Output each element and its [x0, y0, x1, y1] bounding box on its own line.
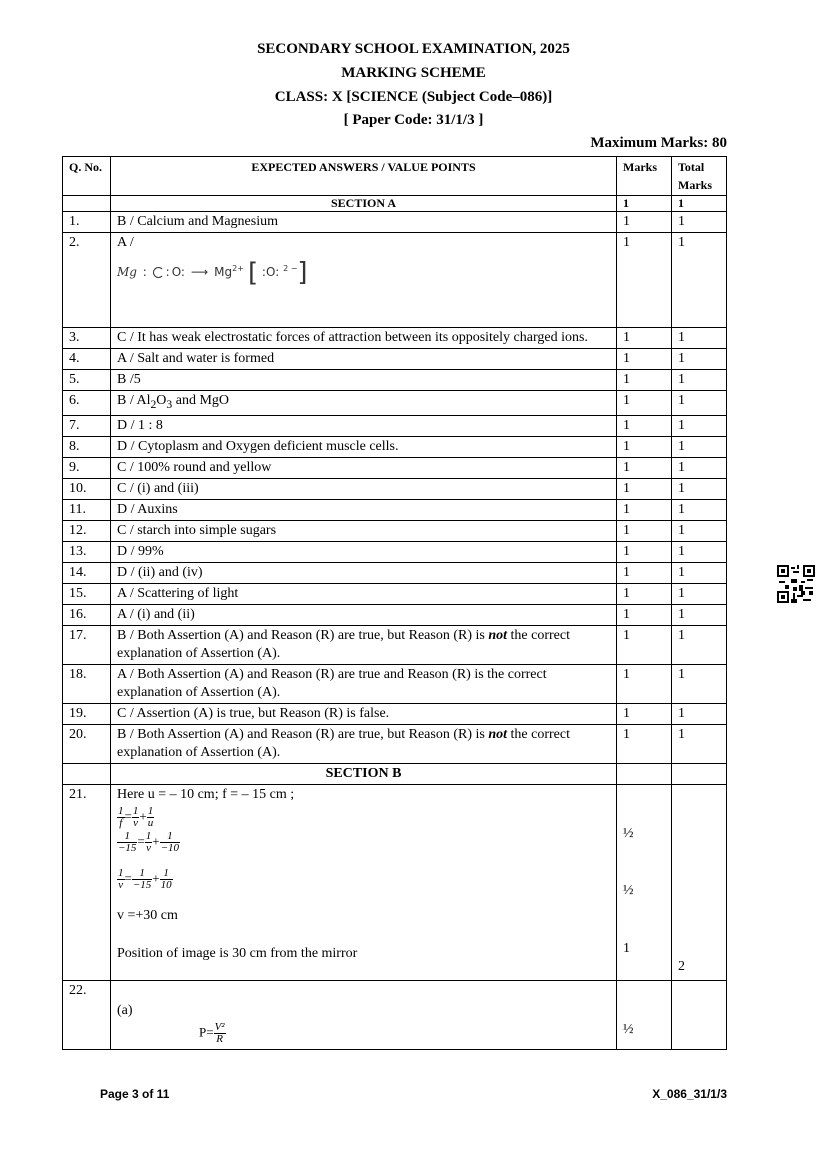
marks-cell: 1	[617, 724, 672, 763]
marks-cell: 1	[617, 664, 672, 703]
total-cell: 2	[672, 784, 727, 980]
answer-cell	[111, 233, 617, 328]
marks-cell: 1	[617, 520, 672, 541]
answer-text: A / Salt and water is formed	[117, 351, 275, 366]
marks-cell: 1	[617, 233, 672, 328]
question-number: 2.	[63, 233, 111, 328]
fraction: $\frac{1}{-15}$	[132, 866, 152, 891]
answer-row	[63, 457, 727, 478]
marks-cell: 1	[617, 703, 672, 724]
question-number: 12.	[63, 520, 111, 541]
total-cell: 1	[672, 583, 727, 604]
question-number: 20.	[63, 724, 111, 763]
marks-cell: 1	[617, 391, 672, 416]
question-number: 19.	[63, 703, 111, 724]
question-number: 14.	[63, 562, 111, 583]
marks-cell: 1	[617, 328, 672, 349]
fraction: $\frac{\text{V²}}{R}$	[214, 1020, 225, 1045]
marks-cell: 1	[617, 541, 672, 562]
col-marks-header: Marks	[617, 157, 672, 196]
part-label: (a)	[117, 1002, 133, 1018]
marks-cell: 1	[617, 457, 672, 478]
marks-cell: 1	[617, 436, 672, 457]
question-number: 8.	[63, 436, 111, 457]
marks-cell: 1	[617, 349, 672, 370]
answer-text: A / Scattering of light	[117, 585, 239, 601]
ionic-bond-diagram: Mg : : O: ⟶ $Mg^{2+}$ [ :O: $^{2 -}$]	[117, 257, 308, 288]
total-cell: 1	[672, 541, 727, 562]
question-number: 11.	[63, 499, 111, 520]
question-number: 6.	[63, 391, 111, 416]
question-number: 3.	[63, 328, 111, 349]
question-number: 16.	[63, 604, 111, 625]
mirror-formula: $\frac{1}{f}$ = $\frac{1}{v}$ + $\frac{1}{u}$	[118, 804, 154, 829]
answer-row	[63, 520, 727, 541]
total-cell: 1	[672, 212, 727, 233]
fraction: $\frac{1}{10}$	[160, 866, 172, 891]
answer-text: D / Cytoplasm and Oxygen deficient muscle cells.	[117, 438, 399, 454]
total-cell: 1	[672, 233, 727, 328]
power-formula: P= $\frac{\text{V²}}{R}$	[199, 1020, 225, 1045]
total-cell: 1	[672, 520, 727, 541]
answer-cell	[111, 604, 617, 625]
answer-text: D / (ii) and (iv)	[117, 564, 203, 580]
fraction: $\frac{1}{u}$	[147, 804, 154, 829]
section-a-heading: SECTION A	[111, 196, 617, 212]
answer-cell	[111, 436, 617, 457]
total-cell: 1	[672, 391, 727, 416]
section-b-row	[63, 763, 727, 784]
answer-cell	[111, 499, 617, 520]
answer-text: A /	[117, 235, 134, 250]
answer-text: D / 99%	[117, 543, 164, 559]
answer-row	[63, 499, 727, 520]
answer-row	[63, 625, 727, 664]
document-code: X_086_31/1/3	[652, 1087, 727, 1101]
class-title: CLASS: X [SCIENCE (Subject Code–086)]	[274, 89, 553, 105]
question-number: 4.	[63, 349, 111, 370]
maximum-marks: Maximum Marks: 80	[590, 135, 727, 151]
qr-code-icon	[777, 565, 815, 603]
marks-cell: 1	[617, 212, 672, 233]
marks-cell: 1	[617, 604, 672, 625]
col-answer-header: EXPECTED ANSWERS / VALUE POINTS	[111, 157, 617, 196]
answer-cell	[111, 328, 617, 349]
question-number: 22.	[63, 980, 111, 1049]
question-number: 1.	[63, 212, 111, 233]
fraction: $\frac{1}{-10}$	[160, 829, 180, 854]
answer-row	[63, 478, 727, 499]
conclusion-text: Position of image is 30 cm from the mirror	[117, 945, 358, 961]
answer-text: A / Both Assertion (A) and Reason (R) are true and Reason (R) is the correct explanation of Assertion (A).	[117, 666, 547, 700]
answer-row	[63, 664, 727, 703]
answer-text: B /5	[117, 372, 141, 387]
answer-text: C / (i) and (iii)	[117, 480, 199, 496]
total-cell: 1	[672, 436, 727, 457]
fraction: $\frac{1}{v}$	[132, 804, 139, 829]
question-number: 10.	[63, 478, 111, 499]
answer-row	[63, 370, 727, 391]
section-b-heading: SECTION B	[111, 763, 617, 784]
given-values: Here u = – 10 cm; f = – 15 cm ;	[117, 786, 295, 802]
marks-cell: 1	[617, 499, 672, 520]
section-a-mark: 1	[617, 196, 672, 212]
answer-row	[63, 212, 727, 233]
result-value: v =+30 cm	[117, 907, 178, 923]
total-cell: 1	[672, 604, 727, 625]
answer-cell	[111, 370, 617, 391]
answer-row	[63, 328, 727, 349]
answer-cell	[111, 784, 617, 980]
question-number: 15.	[63, 583, 111, 604]
col-total-header: Total Marks	[672, 157, 727, 196]
question-number: 7.	[63, 415, 111, 436]
total-cell: 1	[672, 457, 727, 478]
marks-cell: ½	[617, 980, 672, 1049]
answer-text: C / Assertion (A) is true, but Reason (R) is false.	[117, 705, 390, 721]
page-number: Page 3 of 11	[100, 1087, 170, 1101]
marks-cell: 1	[617, 625, 672, 664]
question-number: 18.	[63, 664, 111, 703]
scheme-title: MARKING SCHEME	[341, 65, 486, 81]
question-number: 21.	[63, 784, 111, 980]
col-q-header: Q. No.	[63, 157, 111, 196]
answer-row	[63, 391, 727, 416]
question-number: 9.	[63, 457, 111, 478]
question-number: 17.	[63, 625, 111, 664]
marks-cell: 1	[617, 415, 672, 436]
answer-text: D / 1 : 8	[117, 417, 163, 433]
answer-row	[63, 562, 727, 583]
fraction: $\frac{1}{-15}$	[118, 829, 137, 854]
answer-cell: B / Both Assertion (A) and Reason (R) are true, but Reason (R) is not the correct explanation of Assertion (A).	[111, 625, 617, 664]
answer-row	[63, 541, 727, 562]
fraction: $\frac{1}{v}$	[118, 866, 124, 891]
answer-cell	[111, 541, 617, 562]
answer-row	[63, 436, 727, 457]
answer-row	[63, 583, 727, 604]
question-number: 13.	[63, 541, 111, 562]
exam-title: SECONDARY SCHOOL EXAMINATION, 2025	[257, 41, 570, 57]
answer-row-21	[63, 784, 727, 980]
total-cell: 1	[672, 664, 727, 703]
marks-cell: 1	[617, 583, 672, 604]
section-a-row	[63, 196, 727, 212]
answer-cell: B / Both Assertion (A) and Reason (R) are true, but Reason (R) is not the correct explanation of Assertion (A).	[111, 724, 617, 763]
answer-cell	[111, 212, 617, 233]
answer-text: B / Calcium and Magnesium	[117, 214, 278, 229]
section-a-total: 1	[672, 196, 727, 212]
substitution-equation: $\frac{1}{-15}$ = $\frac{1}{v}$ + $\frac{1}{-10}$	[118, 829, 180, 854]
rearranged-equation: $\frac{1}{v}$ = $\frac{1}{-15}$ + $\frac{1}{10}$	[118, 866, 172, 891]
answer-text: C / It has weak electrostatic forces of attraction between its oppositely charged ions.	[117, 330, 588, 345]
answer-text: D / Auxins	[117, 501, 178, 517]
answer-cell	[111, 583, 617, 604]
total-cell: 1	[672, 328, 727, 349]
answer-cell	[111, 520, 617, 541]
answer-cell: B / $Al_2O_3$ and MgO	[111, 391, 617, 416]
answer-cell	[111, 457, 617, 478]
answer-cell	[111, 703, 617, 724]
answer-text: C / starch into simple sugars	[117, 522, 277, 538]
answer-row-22	[63, 980, 727, 1049]
total-cell: 1	[672, 349, 727, 370]
answer-row	[63, 349, 727, 370]
total-cell: 1	[672, 724, 727, 763]
answer-text: A / (i) and (ii)	[117, 606, 195, 622]
total-cell: 1	[672, 625, 727, 664]
answer-cell	[111, 980, 617, 1049]
total-cell: 1	[672, 415, 727, 436]
answer-cell	[111, 664, 617, 703]
fraction: $\frac{1}{f}$	[118, 804, 124, 829]
marks-cell: 1	[617, 478, 672, 499]
total-cell	[672, 980, 727, 1049]
answer-row	[63, 724, 727, 763]
total-cell: 1	[672, 478, 727, 499]
paper-code: [ Paper Code: 31/1/3 ]	[343, 112, 484, 128]
answer-cell	[111, 349, 617, 370]
answer-row	[63, 415, 727, 436]
answer-row	[63, 233, 727, 328]
answer-cell	[111, 415, 617, 436]
total-cell: 1	[672, 562, 727, 583]
answer-row	[63, 604, 727, 625]
marking-scheme-table	[62, 156, 727, 1050]
answer-text: C / 100% round and yellow	[117, 459, 272, 475]
marks-cell: 1	[617, 562, 672, 583]
answer-row	[63, 703, 727, 724]
answer-cell	[111, 562, 617, 583]
fraction: $\frac{1}{v}$	[145, 829, 152, 854]
question-number: 5.	[63, 370, 111, 391]
total-cell: 1	[672, 370, 727, 391]
total-cell: 1	[672, 703, 727, 724]
answer-cell	[111, 478, 617, 499]
total-cell: 1	[672, 499, 727, 520]
table-header-row	[63, 157, 727, 196]
marks-cell: ½ ½ 1	[617, 784, 672, 980]
marks-cell: 1	[617, 370, 672, 391]
